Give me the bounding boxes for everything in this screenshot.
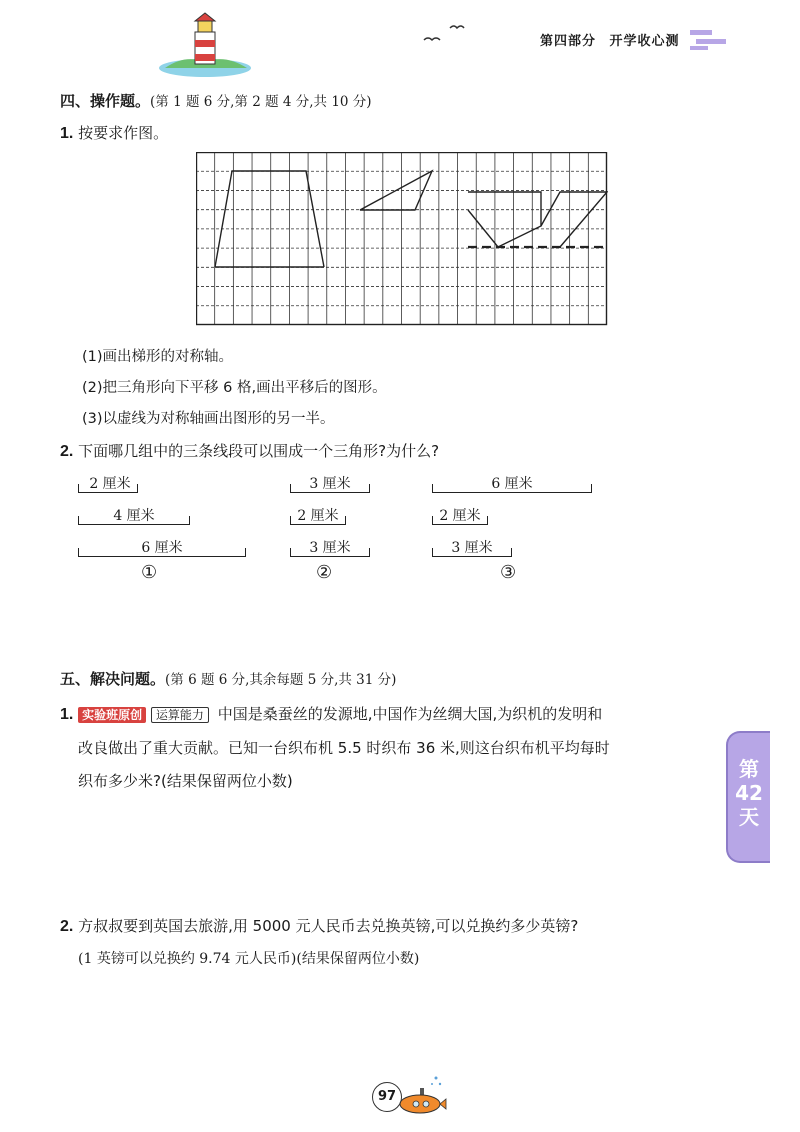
header-decoration-icon <box>688 26 728 52</box>
group3-seg1-label: 6 厘米 <box>491 476 533 492</box>
lighthouse-illustration <box>155 10 255 80</box>
group2-seg2-label: 2 厘米 <box>297 508 339 524</box>
page-number: 97 <box>372 1082 402 1112</box>
group1-seg1 <box>78 484 138 493</box>
section4-q2: 2. 下面哪几组中的三条线段可以围成一个三角形?为什么? <box>60 442 440 460</box>
group2-marker: ② <box>316 562 333 583</box>
section4-title: 四、操作题。(第 1 题 6 分,第 2 题 4 分,共 10 分) <box>60 92 372 110</box>
group3-seg3 <box>432 548 512 557</box>
tag-original: 实验班原创 <box>78 707 146 723</box>
section5-q2: 2. 方叔叔要到英国去旅游,用 5000 元人民币去兑换英镑,可以兑换约多少英镑? <box>60 917 579 935</box>
section5-q1-line3: 织布多少米?(结果保留两位小数) <box>78 772 293 790</box>
section5-title: 五、解决问题。(第 6 题 6 分,其余每题 5 分,共 31 分) <box>60 670 397 688</box>
q1-sub-1: (1)画出梯形的对称轴。 <box>82 349 234 365</box>
group2-seg1 <box>290 484 370 493</box>
trapezoid-shape <box>215 171 324 267</box>
q1-sub-2: (2)把三角形向下平移 6 格,画出平移后的图形。 <box>82 380 387 396</box>
birds-icon <box>420 18 470 48</box>
submarine-icon <box>398 1072 448 1116</box>
group1-marker: ① <box>141 562 158 583</box>
group3-marker: ③ <box>500 562 517 583</box>
section4-q1: 1. 按要求作图。 <box>60 124 169 142</box>
header-title: 开学收心测 <box>609 34 680 49</box>
group2-seg3-label: 3 厘米 <box>309 540 351 556</box>
group2-seg1-label: 3 厘米 <box>309 476 351 492</box>
section5-q1: 1. 实验班原创 运算能力 中国是桑蚕丝的发源地,中国作为丝绸大国,为织机的发明和 <box>60 705 603 723</box>
half-figure-left <box>468 192 541 247</box>
section5-q2-line2: (1 英镑可以兑换约 9.74 元人民币)(结果保留两位小数) <box>78 951 420 967</box>
group3-seg1 <box>432 484 592 493</box>
group3-seg2-label: 2 厘米 <box>439 508 481 524</box>
group1-seg2-label: 4 厘米 <box>113 508 155 524</box>
group1-seg3-label: 6 厘米 <box>141 540 183 556</box>
section5-q1-line2: 改良做出了重大贡献。已知一台织布机 5.5 时织布 36 米,则这台织布机平均每时 <box>78 739 610 757</box>
drawing-grid <box>196 152 608 326</box>
group1-seg2 <box>78 516 190 525</box>
q1-sub-3: (3)以虚线为对称轴画出图形的另一半。 <box>82 411 335 427</box>
header-part: 第四部分 <box>540 34 597 49</box>
tag-skill: 运算能力 <box>151 707 209 723</box>
group1-seg1-label: 2 厘米 <box>89 476 131 492</box>
group3-seg2 <box>432 516 488 525</box>
day-side-tab: 第 42 天 <box>726 731 770 863</box>
group3-seg3-label: 3 厘米 <box>451 540 493 556</box>
group2-seg3 <box>290 548 370 557</box>
group2-seg2 <box>290 516 346 525</box>
group1-seg3 <box>78 548 246 557</box>
